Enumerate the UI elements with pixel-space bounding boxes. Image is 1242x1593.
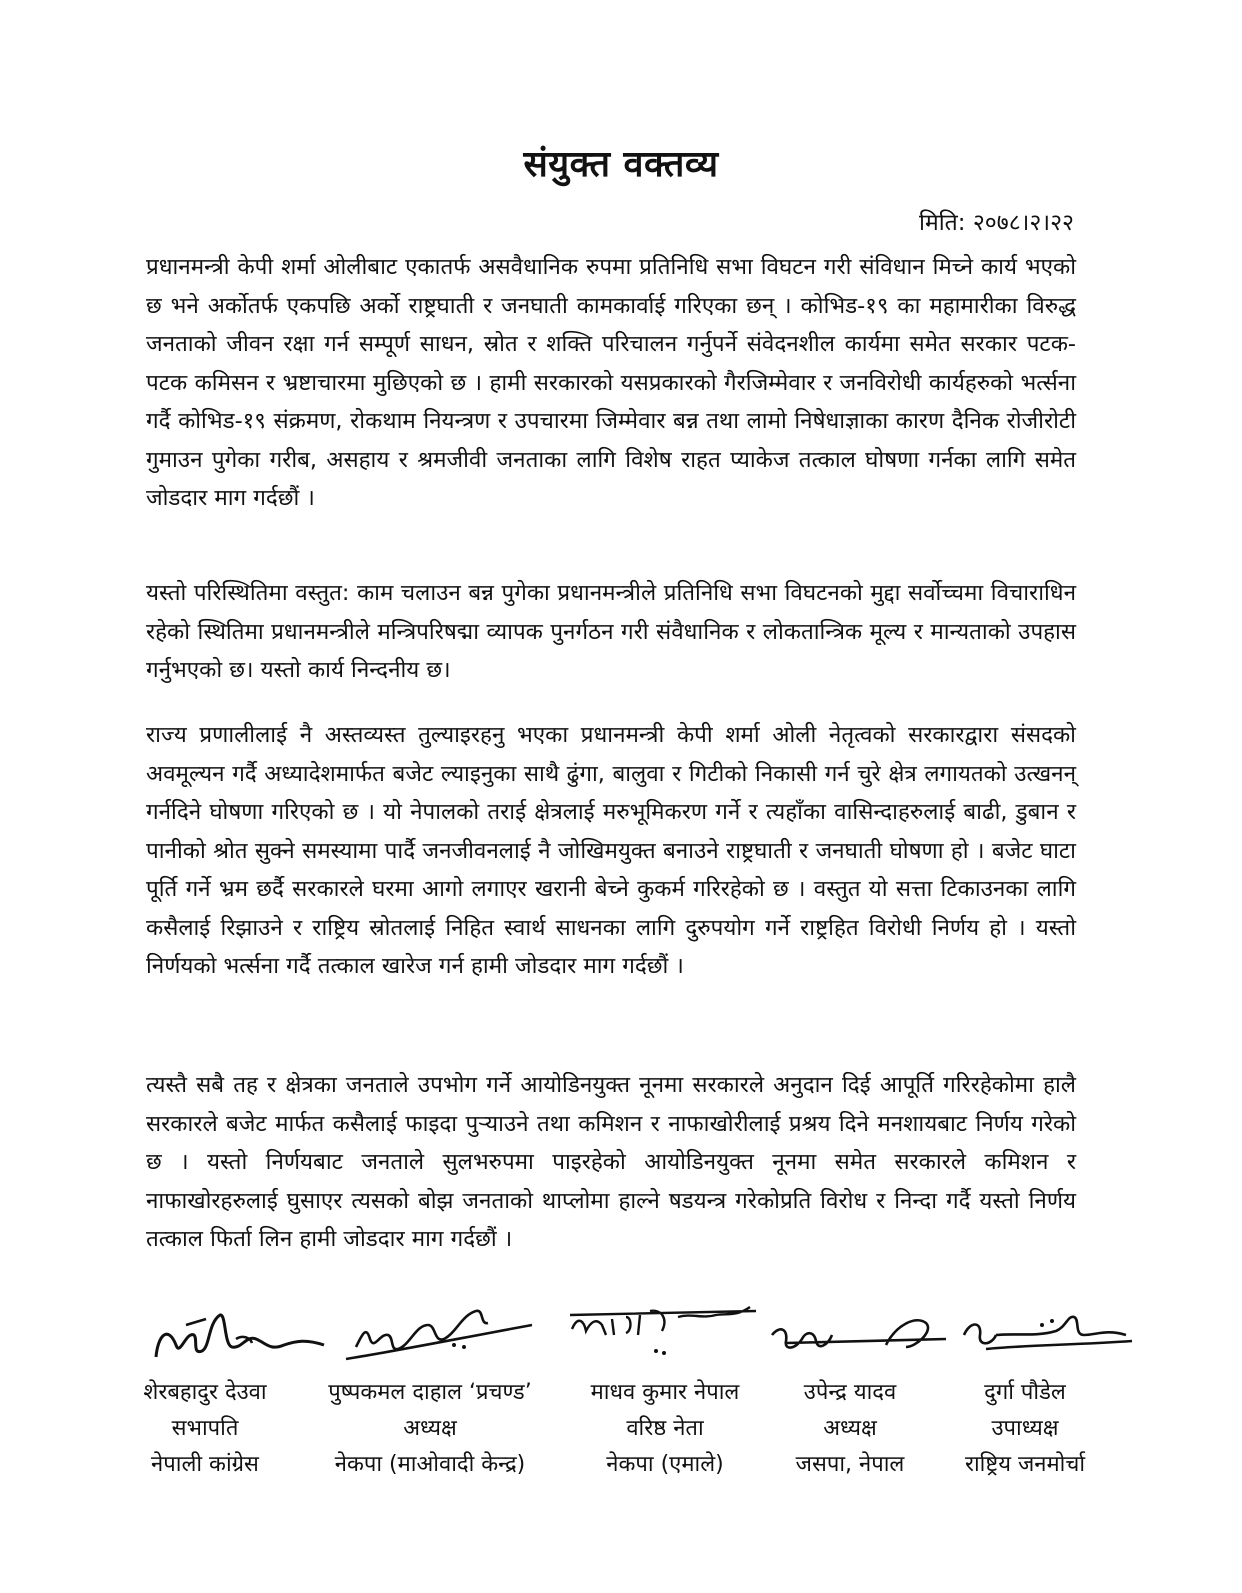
paragraph-1: प्रधानमन्त्री केपी शर्मा ओलीबाट एकातर्फ असवैधानिक रुपमा प्रतिनिधि सभा विघटन गरी संविधान मिच्ने कार्य भएको छ भने अर्कोतर्फ एकपछि अर्को राष्ट्रघाती र जनघाती कामकार्वाई गरिएका छन् । कोभिड-१९ का महामारीका विरुद्ध जनताको जीवन रक्षा गर्न सम्पूर्ण साधन, स्रोत र शक्ति परिचालन गर्नुपर्ने संवेदनशील कार्यमा समेत सरकार पटक-पटक कमिसन र भ्रष्टाचारमा मुछिएको छ । हामी सरकारको यसप्रकारको गैरजिम्मेवार र जनविरोधी कार्यहरुको भर्त्सना गर्दै कोभिड-१९ संक्रमण, रोकथाम नियन्त्रण र उपचारमा जिम्मेवार बन्न तथा लामो निषेधाज्ञाका कारण दैनिक रोजीरोटी गुमाउन पुगेका गरीब, असहाय र श्रमजीवी जनताका लागि विशेष राहत प्याकेज तत्काल घोषणा गर्नका लागि समेत जोडदार माग गर्दछौं । [146, 254, 1076, 511]
signatures-row [126, 1295, 1126, 1375]
signatory-party: राष्ट्रिय जनमोर्चा [964, 1452, 1086, 1477]
signatory-3 [570, 1375, 760, 1483]
signature-3 [566, 1295, 766, 1375]
signatory-role: अध्यक्ष [403, 1416, 457, 1441]
signature-5 [956, 1295, 1136, 1375]
signatory-4 [770, 1375, 930, 1483]
signatory-role: सभापति [171, 1416, 239, 1441]
signatory-party: जसपा, नेपाल [795, 1452, 905, 1477]
signatory-party: नेकपा (एमाले) [606, 1452, 724, 1477]
signatory-1 [130, 1375, 280, 1483]
signatory-name: शेरबहादुर देउवा [143, 1380, 267, 1405]
signature-4 [766, 1295, 956, 1375]
signatory-role: अध्यक्ष [823, 1416, 877, 1441]
signature-2 [336, 1295, 536, 1375]
signatory-2 [310, 1375, 550, 1483]
signatory-name: उपेन्द्र यादव [803, 1380, 897, 1405]
signatory-role: वरिष्ठ नेता [626, 1416, 704, 1441]
signatory-name: पुष्पकमल दाहाल ‘प्रचण्ड’ [328, 1380, 532, 1405]
paragraph-2: यस्तो परिस्थितिमा वस्तुत: काम चलाउन बन्न पुगेका प्रधानमन्त्रीले प्रतिनिधि सभा विघटनको मुद्दा सर्वोच्चमा विचाराधिन रहेको स्थितिमा प्रधानमन्त्रीले मन्त्रिपरिषद्मा व्यापक पुनर्गठन गरी संवैधानिक र लोकतान्त्रिक मूल्य र मान्यताको उपहास गर्नुभएको छ। यस्तो कार्य निन्दनीय छ। [146, 580, 1076, 683]
signatories-block [130, 1375, 1110, 1525]
signatory-name: माधव कुमार नेपाल [590, 1380, 740, 1405]
signature-1 [146, 1295, 336, 1375]
paragraph-3: राज्य प्रणालीलाई नै अस्तव्यस्त तुल्याइरहनु भएका प्रधानमन्त्री केपी शर्मा ओली नेतृत्वको सरकारद्वारा संसदको अवमूल्यन गर्दै अध्यादेशमार्फत बजेट ल्याइनुका साथै ढुंगा, बालुवा र गिटीको निकासी गर्न चुरे क्षेत्र लगायतको उत्खनन् गर्नदिने घोषणा गरिएको छ । यो नेपालको तराई क्षेत्रलाई मरुभूमिकरण गर्ने र त्यहाँका वासिन्दाहरुलाई बाढी, डुबान र पानीको श्रोत सुक्ने समस्यामा पार्दै जनजीवनलाई नै जोखिमयुक्त बनाउने राष्ट्रघाती र जनघाती घोषणा हो । बजेट घाटा पूर्ति गर्ने भ्रम छर्दै सरकारले घरमा आगो लगाएर खरानी बेच्ने कुकर्म गरिरहेको छ । वस्तुत यो सत्ता टिकाउनका लागि कसैलाई रिझाउने र राष्ट्रिय स्रोतलाई निहित स्वार्थ साधनका लागि दुरुपयोग गर्ने राष्ट्रहित विरोधी निर्णय हो । यस्तो निर्णयको भर्त्सना गर्दै तत्काल खारेज गर्न हामी जोडदार माग गर्दछौं । [146, 722, 1076, 979]
paragraph-4: त्यस्तै सबै तह र क्षेत्रका जनताले उपभोग गर्ने आयोडिनयुक्त नूनमा सरकारले अनुदान दिई आपूर्ति गरिरहेकोमा हालै सरकारले बजेट मार्फत कसैलाई फाइदा पुर्‍याउने तथा कमिशन र नाफाखोरीलाई प्रश्रय दिने मनशायबाट निर्णय गरेको छ । यस्तो निर्णयबाट जनताले सुलभरुपमा पाइरहेको आयोडिनयुक्त नूनमा समेत सरकारले कमिशन र नाफाखोरहरुलाई घुसाएर त्यसको बोझ जनताको थाप्लोमा हाल्ने षडयन्त्र गरेकोप्रति विरोध र निन्दा गर्दै यस्तो निर्णय तत्काल फिर्ता लिन हामी जोडदार माग गर्दछौं । [146, 1072, 1076, 1252]
signatory-5 [940, 1375, 1110, 1483]
document-date: मिति: २०७८।२।२२ [919, 210, 1074, 236]
signatory-role: उपाध्यक्ष [991, 1416, 1059, 1441]
signatory-party: नेकपा (माओवादी केन्द्र) [334, 1452, 526, 1477]
signatory-name: दुर्गा पौडेल [984, 1380, 1066, 1405]
signatory-party: नेपाली कांग्रेस [151, 1452, 259, 1477]
document-title: संयुक्त वक्तव्य [523, 144, 719, 185]
